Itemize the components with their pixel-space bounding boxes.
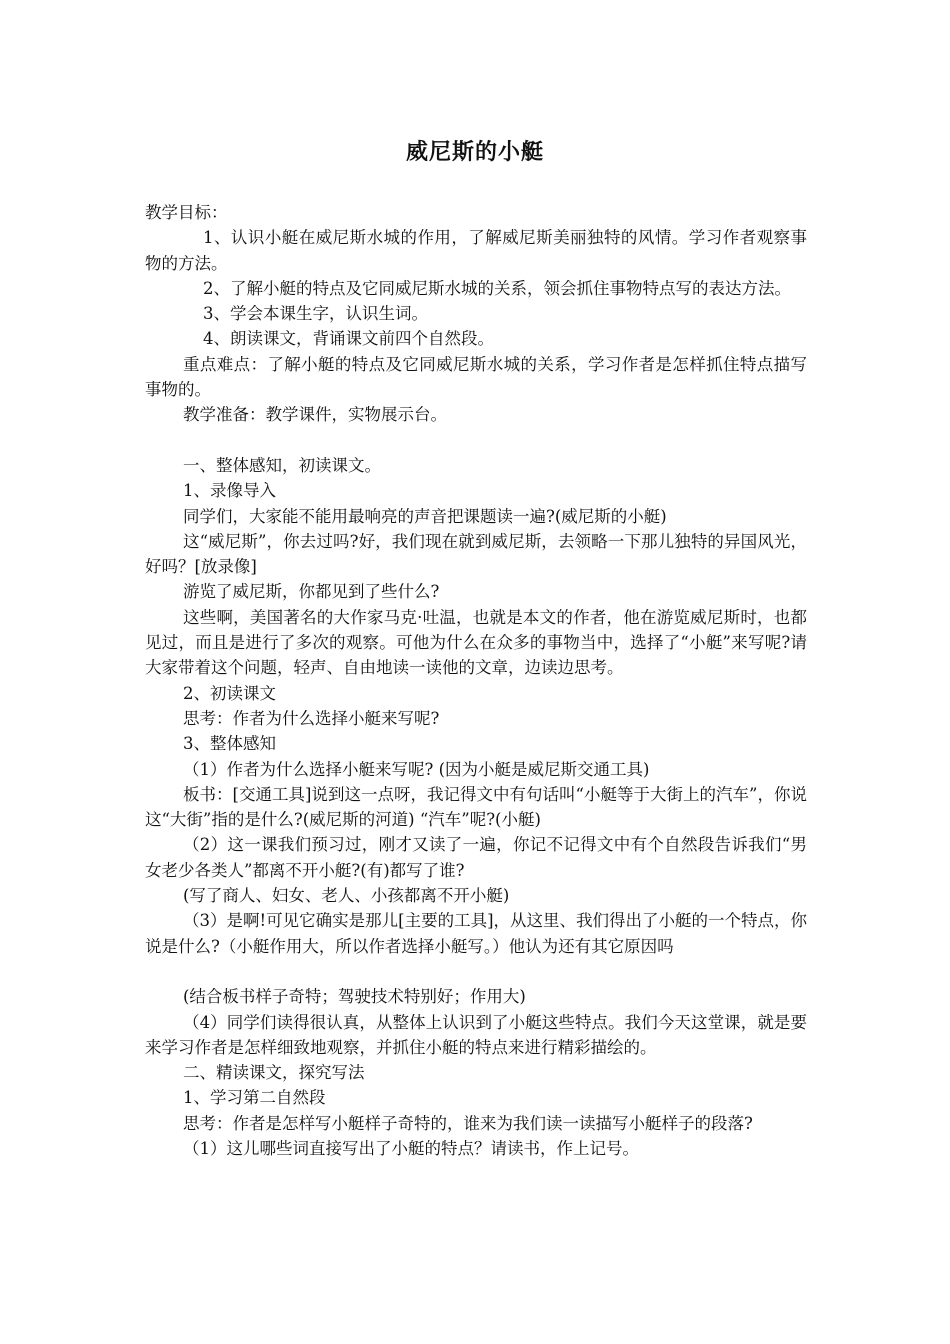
page-title: 威尼斯的小艇 — [405, 139, 544, 165]
paragraph-question-2: （2）这一课我们预习过，刚才又读了一遍，你记不记得文中有个自然段告诉我们“男女老少各类人”都离不开小艇?(有)都写了谁? — [145, 835, 807, 880]
subheading-overall-perception: 3、整体感知 — [183, 734, 276, 754]
paragraph-what-seen: 游览了威尼斯，你都见到了些什么? — [183, 582, 440, 602]
paragraph-board-notes: 板书：[交通工具]说到这一点呀，我记得文中有句话叫“小艇等于大街上的汽车”，你说这“大街”指的是什么?(威尼斯的河道) “汽车”呢?(小艇) — [145, 784, 807, 830]
document-body — [145, 200, 807, 1161]
paragraph-answer-2: (写了商人、妇女、老人、小孩都离不开小艇) — [183, 886, 510, 906]
paragraph-question-1: （1）作者为什么选择小艇来写呢? (因为小艇是威尼斯交通工具) — [183, 759, 650, 779]
paragraph-objective-1: 1、认识小艇在威尼斯水城的作用，了解威尼斯美丽独特的风情。学习作者观察事物的方法。 — [145, 228, 807, 273]
paragraph-objective-2: 2、了解小艇的特点及它同威尼斯水城的关系，领会抓住事物特点写的表达方法。 — [203, 278, 791, 298]
paragraph-mark-twain: 这些啊，美国著名的大作家马克·吐温，也就是本文的作者，他在游览威尼斯时，也都见过，而且是进行了多次的观察。可他为什么在众多的事物当中，选择了“小艇”来写呢?请大家带着这个问题，轻声、自由地读一读他的文章，边读边思考。 — [145, 607, 807, 678]
paragraph-think-boat-shape: 思考：作者是怎样写小艇样子奇特的，谁来为我们读一读描写小艇样子的段落? — [183, 1113, 753, 1133]
section-heading-1: 一、整体感知，初读课文。 — [183, 455, 381, 475]
paragraph-board-summary: (结合板书样子奇特；驾驶技术特别好；作用大) — [183, 987, 526, 1007]
paragraph-question-3: （3）是啊!可见它确实是那儿[主要的工具]，从这里、我们得出了小艇的一个特点，你说是什么?（小艇作用大，所以作者选择小艇写。）他认为还有其它原因吗 — [145, 911, 808, 956]
subheading-second-paragraph: 1、学习第二自然段 — [183, 1088, 326, 1108]
paragraph-objective-3: 3、学会本课生字，认识生词。 — [203, 304, 428, 324]
paragraph-read-title: 同学们，大家能不能用最响亮的声音把课题读一遍?(威尼斯的小艇) — [183, 506, 667, 526]
paragraph-objectives-heading: 教学目标： — [145, 203, 228, 222]
paragraph-preparation: 教学准备：教学课件，实物展示台。 — [183, 405, 447, 425]
subheading-first-reading: 2、初读课文 — [183, 683, 276, 703]
paragraph-question-4: （4）同学们读得很认真，从整体上认识到了小艇这些特点。我们今天这堂课，就是要来学习作者是怎样细致地观察，并抓住小艇的特点来进行精彩描绘的。 — [145, 1012, 807, 1057]
blank-line — [145, 428, 807, 453]
subheading-video-intro: 1、录像导入 — [183, 481, 276, 501]
paragraph-objective-4: 4、朗读课文，背诵课文前四个自然段。 — [203, 329, 494, 349]
paragraph-think-why-boat: 思考：作者为什么选择小艇来写呢? — [183, 708, 440, 728]
paragraph-venice-video: 这“威尼斯”，你去过吗?好，我们现在就到威尼斯，去领略一下那儿独特的异国风光，好吗？[放录像] — [145, 531, 807, 577]
blank-line — [145, 959, 807, 984]
paragraph-key-points: 重点难点：了解小艇的特点及它同威尼斯水城的关系，学习作者是怎样抓住特点描写事物的。 — [145, 354, 807, 400]
section-heading-2: 二、精读课文，探究写法 — [183, 1063, 365, 1083]
paragraph-question-words: （1）这儿哪些词直接写出了小艇的特点？请读书，作上记号。 — [183, 1138, 639, 1158]
